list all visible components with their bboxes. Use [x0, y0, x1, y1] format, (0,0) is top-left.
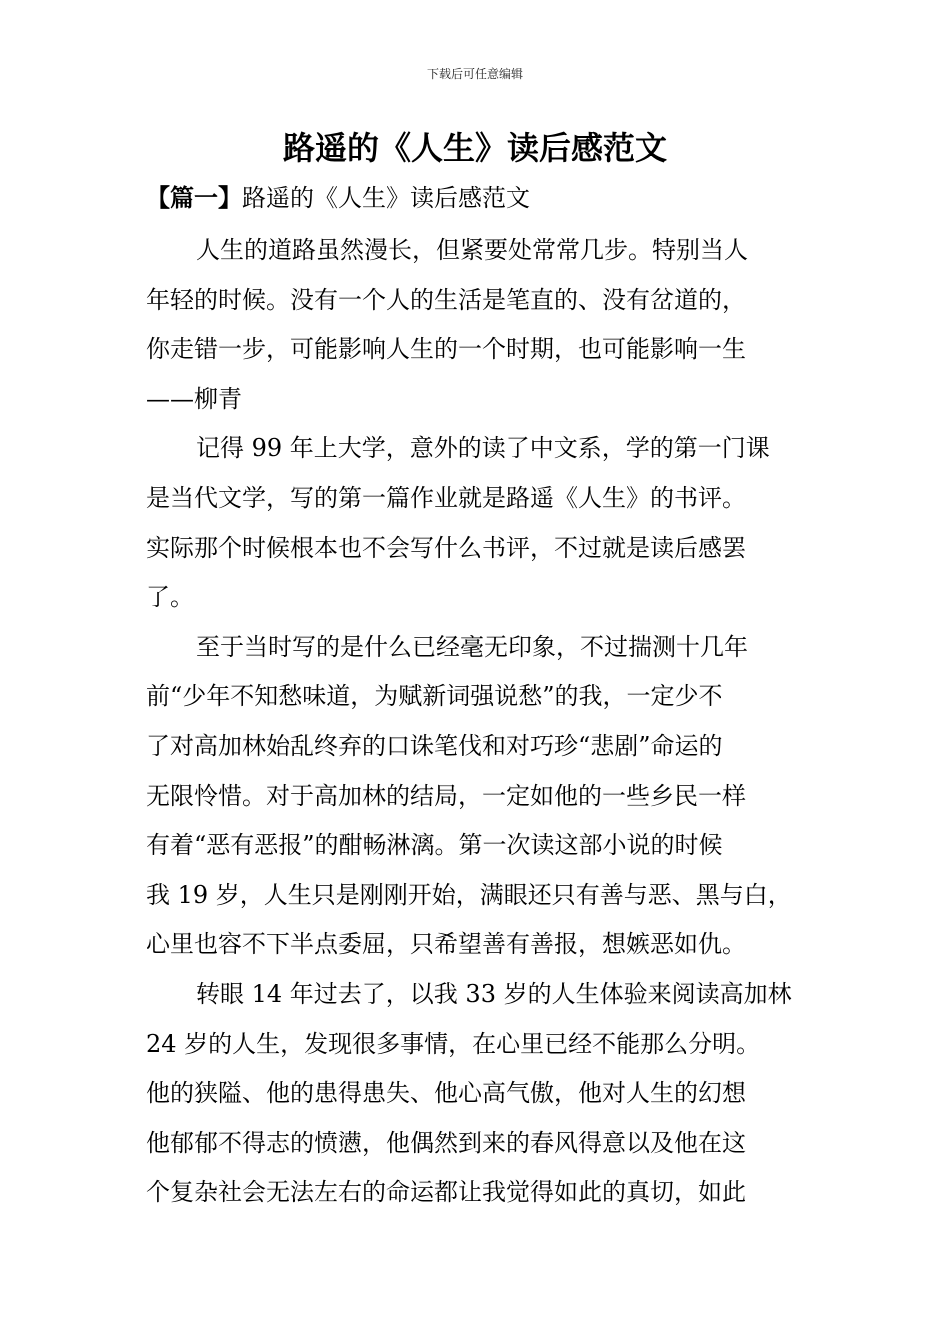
text-line: 了对高加林始乱终弃的口诛笔伐和对巧珍“悲剧”命运的 [146, 731, 723, 760]
text-line: 有着“恶有恶报”的酣畅淋漓。第一次读这部小说的时候 [146, 831, 723, 860]
text-line: 心里也容不下半点委屈，只希望善有善报，想嫉恶如仇。 [146, 930, 746, 959]
section-label: 【篇一】 [146, 183, 242, 212]
text-line: 年轻的时候。没有一个人的生活是笔直的、没有岔道的， [146, 285, 746, 314]
text-line: 记得 99 年上大学，意外的读了中文系，学的第一门课 [196, 434, 770, 463]
text-line: 实际那个时候根本也不会写什么书评，不过就是读后感罢 [146, 533, 746, 562]
text-line: 24 岁的人生，发现很多事情，在心里已经不能那么分明。 [146, 1029, 761, 1058]
header-note: 下载后可任意编辑 [426, 67, 523, 81]
text-line: 他郁郁不得志的愤懑，他偶然到来的春风得意以及他在这 [146, 1128, 746, 1157]
section-heading [146, 180, 530, 216]
text-line: 了。 [146, 583, 194, 612]
text-line: 个复杂社会无法左右的命运都让我觉得如此的真切，如此 [146, 1178, 746, 1207]
text-line: 是当代文学，写的第一篇作业就是路遥《人生》的书评。 [146, 483, 746, 512]
text-line: 前“少年不知愁味道，为赋新词强说愁”的我，一定少不 [146, 682, 723, 711]
article-body [146, 229, 828, 1221]
section-heading-text: 路遥的《人生》读后感范文 [242, 184, 530, 212]
text-line: 我 19 岁，人生只是刚刚开始，满眼还只有善与恶、黑与白， [146, 880, 792, 909]
text-line: 转眼 14 年过去了，以我 33 岁的人生体验来阅读高加林 [196, 979, 792, 1008]
text-line: ——柳青 [146, 384, 242, 413]
text-line: 你走错一步，可能影响人生的一个时期，也可能影响一生 [146, 335, 746, 364]
document-title: 路遥的《人生》读后感范文 [282, 129, 667, 167]
text-line: 他的狭隘、他的患得患失、他心高气傲，他对人生的幻想 [146, 1079, 746, 1108]
text-line: 人生的道路虽然漫长，但紧要处常常几步。特别当人 [196, 236, 748, 264]
text-line: 无限怜惜。对于高加林的结局，一定如他的一些乡民一样 [146, 781, 746, 810]
text-line: 至于当时写的是什么已经毫无印象，不过揣测十几年 [196, 632, 748, 661]
